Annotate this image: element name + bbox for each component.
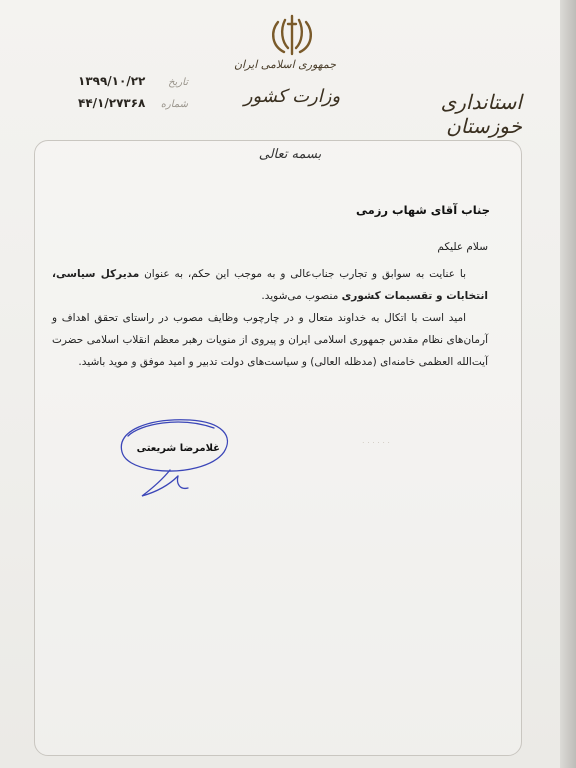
date-label: تاریخ — [168, 77, 188, 88]
signer-name: غلامرضا شریعتی — [136, 443, 220, 454]
salutation: سلام علیکم — [437, 241, 488, 253]
appointment-text-start: با عنایت به سوابق و تجارب جناب‌عالی و به موجب این حکم، به عنوان — [139, 268, 466, 280]
appointment-text-end: منصوب می‌شوید. — [261, 290, 342, 302]
letter-body — [52, 263, 488, 373]
date-row — [78, 74, 188, 96]
paragraph-appointment — [52, 263, 488, 307]
country-name: جمهوری اسلامی ایران — [233, 58, 337, 71]
bismillah-heading: بسمه تعالی — [258, 147, 322, 162]
signature-scribble — [110, 412, 240, 504]
recipient-line: جناب آقای شهاب رزمی — [356, 203, 490, 217]
letter-frame — [34, 140, 522, 756]
letter-meta — [78, 74, 188, 118]
governorate-name: استانداری خوزستان — [440, 90, 522, 138]
paragraph-wishes: امید است با اتکال به خداوند متعال و در چارچوب وظایف مصوب در راستای تحقق اهداف و آرمان‌های نظام مقدس جمهوری اسلامی ایران و پیروی از منویات رهبر معظم انقلاب اسلامی حضرت آیت‌الله العظمی خامنه‌ای (مدظله العالی) و سیاست‌های دولت تدبیر و امید موفق و موید باشید. — [52, 312, 488, 368]
page-edge-shadow — [560, 0, 576, 768]
decorative-dots: . . . . . . — [362, 436, 390, 445]
number-value: ۴۴/۱/۲۷۳۶۸ — [78, 96, 146, 110]
number-label: شماره — [160, 99, 188, 110]
date-value: ۱۳۹۹/۱۰/۲۲ — [78, 74, 146, 88]
number-row — [78, 96, 188, 118]
ministry-name: وزارت کشور — [243, 86, 341, 107]
iran-emblem-icon — [264, 14, 320, 58]
appointment-title: مدیرکل سیاسی، انتخابات و تقسیمات کشوری — [52, 268, 488, 302]
